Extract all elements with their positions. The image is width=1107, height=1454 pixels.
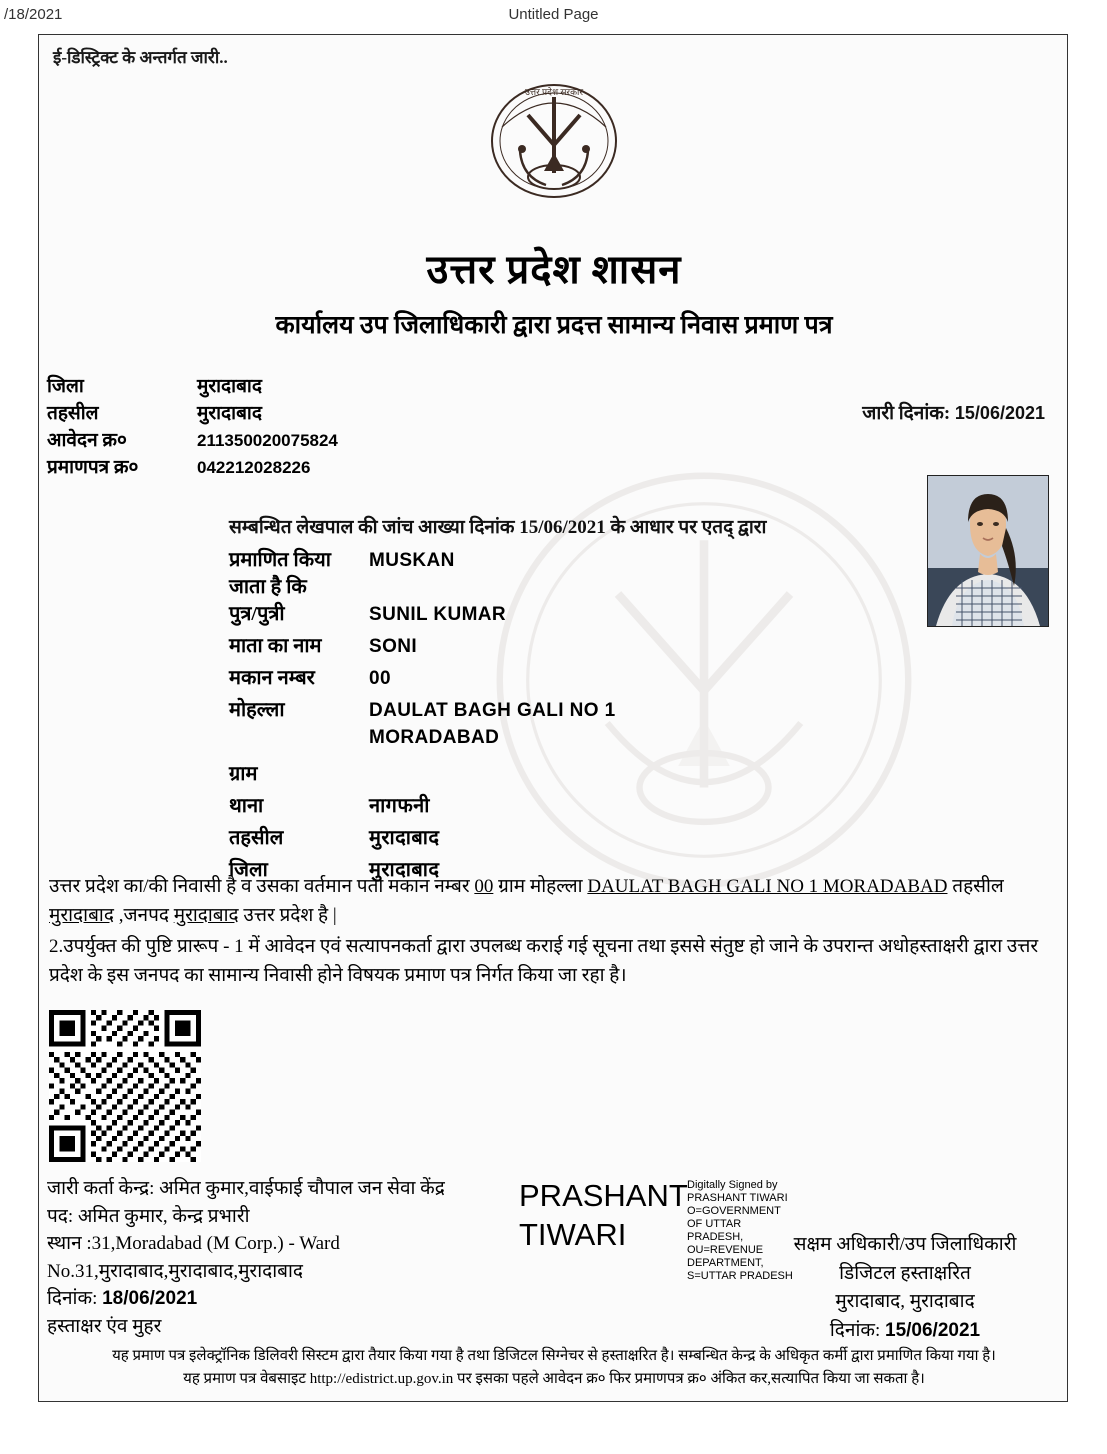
police-station-label: थाना	[229, 795, 264, 817]
meta-row-tehsil	[47, 399, 607, 426]
issuer-date-label: दिनांक:	[47, 1288, 98, 1310]
issuer-place-line-1: स्थान :31,Moradabad (M Corp.) - Ward	[47, 1233, 340, 1255]
detail-row-mohalla-line2	[229, 727, 929, 759]
detail-tehsil-value: मुरादाबाद	[369, 827, 440, 849]
name-label: प्रमाणित किया जाता है कि	[229, 549, 331, 598]
meta-row-application-no	[47, 426, 607, 453]
print-page-title: Untitled Page	[508, 6, 599, 23]
authority-title: सक्षम अधिकारी/उप जिलाधिकारी	[793, 1234, 1017, 1255]
qr-code	[49, 1010, 201, 1162]
issuer-place-line-2: No.31,मुरादाबाद,मुरादाबाद,मुरादाबाद	[47, 1260, 303, 1282]
applicant-photo	[927, 475, 1049, 627]
residence-house-no: 00	[474, 876, 494, 897]
certificate-details	[229, 513, 929, 887]
verification-intro: सम्बन्धित लेखपाल की जांच आख्या दिनांक 15/06/2021 के आधार पर एतद् द्वारा	[229, 517, 767, 538]
residence-mohalla: DAULAT BAGH GALI NO 1 MORADABAD	[587, 876, 948, 897]
father-value: SUNIL KUMAR	[369, 604, 507, 625]
mohalla-value-line2: MORADABAD	[369, 727, 500, 748]
mother-label: माता का नाम	[229, 635, 322, 657]
residence-tehsil: मुरादाबाद	[49, 904, 114, 926]
application-no-value: 211350020075824	[197, 431, 338, 450]
digital-signature-name	[519, 1177, 688, 1255]
authority-place: मुरादाबाद, मुरादाबाद	[835, 1291, 975, 1312]
residence-mid: ग्राम मोहल्ला	[493, 876, 588, 897]
issue-date	[862, 399, 1045, 425]
authority-date-label: दिनांक:	[829, 1319, 881, 1341]
certificate-page	[38, 34, 1068, 1402]
detail-row-mother	[229, 631, 929, 663]
issuer-date-value: 18/06/2021	[102, 1288, 198, 1310]
signature-name-line-2: TIWARI	[519, 1216, 627, 1252]
residence-prefix: उत्तर प्रदेश का/की निवासी है व उसका वर्तमान पता मकान नम्बर	[49, 876, 475, 897]
detail-row-father	[229, 599, 929, 631]
disclaimer-line-1: यह प्रमाण पत्र इलेक्ट्रॉनिक डिलिवरी सिस्टम द्वारा तैयार किया गया है तथा डिजिटल सिग्नेचर से हस्ताक्षरित है। सम्बन्धित केन्द्र के अधिकृत कर्मी द्वारा प्रमाणित किया गया है।	[112, 1348, 996, 1364]
police-station-value: नागफनी	[369, 795, 430, 817]
district-label: जिला	[47, 376, 84, 397]
svg-text:उत्तर प्रदेश सरकार: उत्तर प्रदेश सरकार	[524, 87, 584, 97]
digital-signature-meta: Digitally Signed by PRASHANT TIWARI O=GOVERNMENT OF UTTAR PRADESH, OU=REVENUE DEPARTMENT, S=UTTAR PRADESH	[687, 1179, 793, 1282]
meta-row-certificate-no	[47, 453, 607, 480]
authority-date-value: 15/06/2021	[885, 1319, 981, 1341]
district-value: मुरादाबाद	[197, 376, 262, 397]
detail-row-village	[229, 759, 929, 791]
disclaimer-line-2: यह प्रमाण पत्र वेबसाइट http://edistrict.up.gov.in पर इसका पहले आवेदन क्र० फिर प्रमाणपत्र क्र० अंकित कर,सत्यापित किया जा सकता है।	[183, 1371, 925, 1388]
uttar-pradesh-emblem-icon	[484, 73, 624, 203]
meta-row-district	[47, 372, 607, 399]
father-label: पुत्र/पुत्री	[229, 603, 285, 625]
residence-suffix: उत्तर प्रदेश है |	[238, 904, 337, 926]
detail-row-name	[229, 545, 929, 599]
issue-date-label: जारी दिनांक:	[862, 403, 951, 424]
issuer-post-line: पद: अमित कुमार, केन्द्र प्रभारी	[47, 1205, 250, 1227]
tehsil-label: तहसील	[47, 403, 99, 424]
house-no-value: 00	[369, 668, 391, 689]
issue-date-value: 15/06/2021	[954, 403, 1045, 423]
signature-stamp-label: हस्ताक्षर एंव मुहर	[47, 1315, 162, 1337]
authority-date-row	[755, 1317, 1055, 1346]
confirmation-statement: 2.उपर्युक्त की पुष्टि प्रारूप - 1 में आवेदन एवं सत्यापनकर्ता द्वारा उपलब्ध कराई गई सूचना तथा इससे संतुष्ट हो जाने के उपरान्त अधोहस्ताक्षरी द्वारा उत्तर प्रदेश के इस जनपद का सामान्य निवासी होने विषयक प्रमाण पत्र निर्गत किया जा रहा है।	[49, 936, 1039, 986]
detail-row-mohalla	[229, 695, 929, 727]
issuer-details	[47, 1175, 567, 1340]
certificate-no-value: 042212028226	[197, 458, 311, 477]
browser-print-header	[0, 6, 1107, 28]
government-title: उत्तर प्रदेश शासन	[426, 247, 682, 292]
detail-row-house-no	[229, 663, 929, 695]
residence-statement	[49, 873, 1059, 930]
print-date: /18/2021	[4, 6, 63, 23]
mother-value: SONI	[369, 636, 418, 657]
mohalla-value: DAULAT BAGH GALI NO 1	[369, 700, 616, 721]
detail-district-value: मुरादाबाद	[369, 859, 440, 881]
residence-mid3: ,जनपद	[113, 904, 174, 926]
village-label: ग्राम	[229, 763, 258, 785]
certificate-meta	[47, 372, 607, 480]
edistrict-note: ई-डिस्ट्रिक्ट के अन्तर्गत जारी..	[53, 48, 228, 67]
detail-district-label: जिला	[229, 859, 268, 881]
certificate-subtitle: कार्यालय उप जिलाधिकारी द्वारा प्रदत्त सामान्य निवास प्रमाण पत्र	[275, 312, 833, 339]
residence-mid2: तहसील	[947, 876, 1004, 897]
detail-tehsil-label: तहसील	[229, 827, 284, 849]
mohalla-label: मोहल्ला	[229, 699, 285, 721]
issuer-date-row	[47, 1285, 567, 1313]
digitally-signed-label: डिजिटल हस्ताक्षरित	[839, 1262, 971, 1284]
authority-block	[755, 1231, 1055, 1345]
detail-row-police-station	[229, 791, 929, 823]
issuer-center-line: जारी कर्ता केन्द्र: अमित कुमार,वाईफाई चौपाल जन सेवा केंद्र	[47, 1178, 445, 1199]
disclaimer	[39, 1345, 1068, 1392]
signature-name-line-1: PRASHANT	[519, 1178, 688, 1213]
application-no-label: आवेदन क्र०	[47, 430, 127, 451]
name-value: MUSKAN	[369, 550, 455, 571]
tehsil-value: मुरादाबाद	[197, 403, 262, 424]
certificate-no-label: प्रमाणपत्र क्र०	[47, 457, 139, 478]
detail-row-tehsil	[229, 823, 929, 855]
residence-district: मुरादाबाद	[173, 904, 239, 926]
house-no-label: मकान नम्बर	[229, 667, 315, 689]
